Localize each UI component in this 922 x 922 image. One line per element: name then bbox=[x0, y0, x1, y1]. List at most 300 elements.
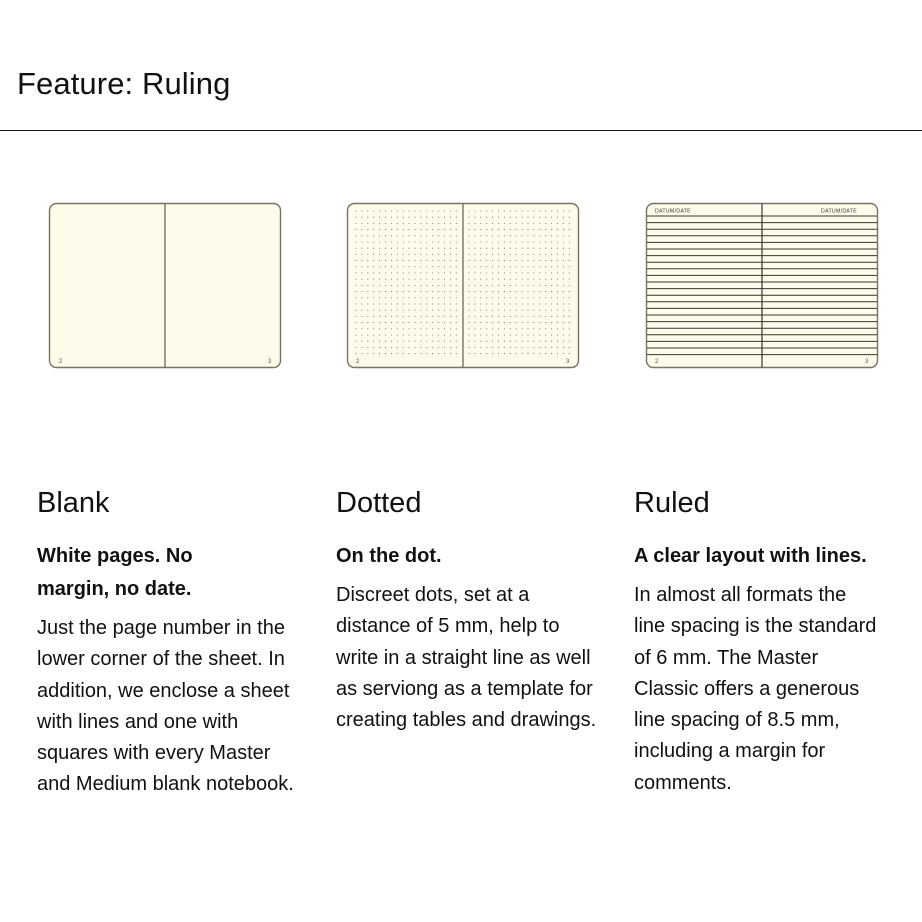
grid-dot bbox=[516, 341, 517, 342]
grid-dot bbox=[516, 322, 517, 323]
grid-dot bbox=[373, 285, 374, 286]
ruled-subtitle: A clear layout with lines. bbox=[634, 545, 867, 567]
grid-dot bbox=[456, 235, 457, 236]
grid-dot bbox=[504, 322, 505, 323]
grid-dot bbox=[444, 285, 445, 286]
grid-dot bbox=[414, 248, 415, 249]
grid-dot bbox=[557, 248, 558, 249]
grid-dot bbox=[486, 279, 487, 280]
grid-dot bbox=[563, 303, 564, 304]
grid-dot bbox=[480, 217, 481, 218]
grid-dot bbox=[373, 248, 374, 249]
grid-dot bbox=[438, 210, 439, 211]
grid-dot bbox=[373, 297, 374, 298]
grid-dot bbox=[486, 316, 487, 317]
grid-dot bbox=[545, 341, 546, 342]
grid-dot bbox=[409, 291, 410, 292]
grid-dot bbox=[379, 303, 380, 304]
grid-dot bbox=[397, 291, 398, 292]
grid-dot bbox=[403, 334, 404, 335]
grid-dot bbox=[379, 254, 380, 255]
grid-dot bbox=[545, 316, 546, 317]
grid-dot bbox=[551, 334, 552, 335]
grid-dot bbox=[391, 291, 392, 292]
grid-dot bbox=[492, 241, 493, 242]
grid-dot bbox=[355, 328, 356, 329]
grid-dot bbox=[533, 235, 534, 236]
grid-dot bbox=[551, 328, 552, 329]
grid-dot bbox=[456, 241, 457, 242]
grid-dot bbox=[426, 279, 427, 280]
grid-dot bbox=[414, 254, 415, 255]
grid-dot bbox=[527, 334, 528, 335]
grid-dot bbox=[367, 241, 368, 242]
grid-dot bbox=[432, 279, 433, 280]
grid-dot bbox=[474, 260, 475, 261]
grid-dot bbox=[522, 291, 523, 292]
grid-dot bbox=[504, 291, 505, 292]
grid-dot bbox=[391, 229, 392, 230]
grid-dot bbox=[474, 279, 475, 280]
grid-dot bbox=[504, 341, 505, 342]
grid-dot bbox=[569, 254, 570, 255]
grid-dot bbox=[391, 260, 392, 261]
grid-dot bbox=[414, 353, 415, 354]
grid-dot bbox=[432, 347, 433, 348]
grid-dot bbox=[569, 260, 570, 261]
grid-dot bbox=[539, 322, 540, 323]
grid-dot bbox=[426, 210, 427, 211]
grid-dot bbox=[563, 322, 564, 323]
grid-dot bbox=[456, 316, 457, 317]
grid-dot bbox=[527, 285, 528, 286]
grid-dot bbox=[498, 248, 499, 249]
grid-dot bbox=[486, 254, 487, 255]
grid-dot bbox=[516, 254, 517, 255]
grid-dot bbox=[367, 291, 368, 292]
grid-dot bbox=[420, 235, 421, 236]
grid-dot bbox=[486, 248, 487, 249]
grid-dot bbox=[527, 353, 528, 354]
grid-dot bbox=[403, 310, 404, 311]
grid-dot bbox=[551, 310, 552, 311]
grid-dot bbox=[468, 334, 469, 335]
grid-dot bbox=[420, 248, 421, 249]
grid-dot bbox=[545, 279, 546, 280]
grid-dot bbox=[492, 223, 493, 224]
grid-dot bbox=[527, 303, 528, 304]
grid-dot bbox=[361, 266, 362, 267]
grid-dot bbox=[438, 229, 439, 230]
grid-dot bbox=[474, 223, 475, 224]
grid-dot bbox=[414, 260, 415, 261]
grid-dot bbox=[480, 272, 481, 273]
grid-dot bbox=[456, 303, 457, 304]
grid-dot bbox=[426, 341, 427, 342]
grid-dot bbox=[409, 341, 410, 342]
grid-dot bbox=[432, 223, 433, 224]
grid-dot bbox=[420, 353, 421, 354]
grid-dot bbox=[498, 341, 499, 342]
grid-dot bbox=[361, 328, 362, 329]
grid-dot bbox=[486, 285, 487, 286]
grid-dot bbox=[468, 310, 469, 311]
grid-dot bbox=[403, 241, 404, 242]
grid-dot bbox=[480, 303, 481, 304]
grid-dot bbox=[367, 272, 368, 273]
grid-dot bbox=[516, 210, 517, 211]
grid-dot bbox=[486, 266, 487, 267]
grid-dot bbox=[450, 347, 451, 348]
grid-dot bbox=[468, 260, 469, 261]
grid-dot bbox=[551, 254, 552, 255]
grid-dot bbox=[480, 353, 481, 354]
grid-dot bbox=[355, 229, 356, 230]
grid-dot bbox=[557, 322, 558, 323]
grid-dot bbox=[474, 316, 475, 317]
grid-dot bbox=[527, 248, 528, 249]
grid-dot bbox=[391, 272, 392, 273]
grid-dot bbox=[426, 235, 427, 236]
grid-dot bbox=[468, 210, 469, 211]
grid-dot bbox=[468, 248, 469, 249]
grid-dot bbox=[510, 334, 511, 335]
grid-dot bbox=[504, 303, 505, 304]
grid-dot bbox=[474, 291, 475, 292]
grid-dot bbox=[367, 235, 368, 236]
grid-dot bbox=[468, 254, 469, 255]
grid-dot bbox=[468, 316, 469, 317]
grid-dot bbox=[468, 235, 469, 236]
grid-dot bbox=[498, 347, 499, 348]
grid-dot bbox=[456, 217, 457, 218]
grid-dot bbox=[498, 235, 499, 236]
grid-dot bbox=[510, 310, 511, 311]
grid-dot bbox=[444, 316, 445, 317]
grid-dot bbox=[438, 347, 439, 348]
grid-dot bbox=[516, 316, 517, 317]
grid-dot bbox=[420, 347, 421, 348]
grid-dot bbox=[545, 260, 546, 261]
grid-dot bbox=[373, 272, 374, 273]
grid-dot bbox=[432, 241, 433, 242]
grid-dot bbox=[504, 248, 505, 249]
grid-dot bbox=[563, 297, 564, 298]
grid-dot bbox=[533, 241, 534, 242]
grid-dot bbox=[397, 260, 398, 261]
grid-dot bbox=[373, 334, 374, 335]
grid-dot bbox=[510, 291, 511, 292]
blank-column bbox=[37, 485, 299, 801]
grid-dot bbox=[557, 353, 558, 354]
grid-dot bbox=[539, 347, 540, 348]
grid-dot bbox=[474, 322, 475, 323]
grid-dot bbox=[426, 260, 427, 261]
grid-dot bbox=[403, 291, 404, 292]
grid-dot bbox=[355, 217, 356, 218]
grid-dot bbox=[385, 272, 386, 273]
grid-dot bbox=[456, 272, 457, 273]
grid-dot bbox=[397, 217, 398, 218]
grid-dot bbox=[391, 347, 392, 348]
grid-dot bbox=[450, 248, 451, 249]
grid-dot bbox=[474, 285, 475, 286]
grid-dot bbox=[563, 316, 564, 317]
grid-dot bbox=[474, 303, 475, 304]
grid-dot bbox=[367, 223, 368, 224]
grid-dot bbox=[403, 266, 404, 267]
grid-dot bbox=[504, 310, 505, 311]
grid-dot bbox=[557, 260, 558, 261]
grid-dot bbox=[522, 303, 523, 304]
grid-dot bbox=[385, 248, 386, 249]
grid-dot bbox=[533, 341, 534, 342]
blank-notebook-illustration bbox=[48, 202, 282, 369]
grid-dot bbox=[409, 266, 410, 267]
grid-dot bbox=[426, 328, 427, 329]
grid-dot bbox=[480, 260, 481, 261]
grid-dot bbox=[569, 248, 570, 249]
grid-dot bbox=[510, 303, 511, 304]
grid-dot bbox=[373, 310, 374, 311]
grid-dot bbox=[498, 310, 499, 311]
grid-dot bbox=[444, 254, 445, 255]
grid-dot bbox=[432, 291, 433, 292]
grid-dot bbox=[444, 210, 445, 211]
grid-dot bbox=[367, 210, 368, 211]
grid-dot bbox=[391, 279, 392, 280]
grid-dot bbox=[426, 310, 427, 311]
grid-dot bbox=[510, 217, 511, 218]
grid-dot bbox=[409, 347, 410, 348]
grid-dot bbox=[373, 291, 374, 292]
grid-dot bbox=[510, 316, 511, 317]
grid-dot bbox=[426, 334, 427, 335]
grid-dot bbox=[414, 279, 415, 280]
grid-dot bbox=[379, 347, 380, 348]
grid-dot bbox=[492, 297, 493, 298]
grid-dot bbox=[504, 260, 505, 261]
grid-dot bbox=[456, 328, 457, 329]
grid-dot bbox=[361, 241, 362, 242]
grid-dot bbox=[397, 248, 398, 249]
grid-dot bbox=[486, 291, 487, 292]
grid-dot bbox=[355, 272, 356, 273]
grid-dot bbox=[420, 229, 421, 230]
grid-dot bbox=[557, 229, 558, 230]
grid-dot bbox=[557, 285, 558, 286]
grid-dot bbox=[414, 291, 415, 292]
grid-dot bbox=[444, 334, 445, 335]
grid-dot bbox=[569, 322, 570, 323]
grid-dot bbox=[527, 310, 528, 311]
grid-dot bbox=[516, 303, 517, 304]
grid-dot bbox=[522, 316, 523, 317]
grid-dot bbox=[545, 285, 546, 286]
grid-dot bbox=[545, 297, 546, 298]
grid-dot bbox=[397, 266, 398, 267]
grid-dot bbox=[391, 223, 392, 224]
grid-dot bbox=[444, 322, 445, 323]
grid-dot bbox=[551, 316, 552, 317]
grid-dot bbox=[569, 347, 570, 348]
grid-dot bbox=[414, 334, 415, 335]
grid-dot bbox=[527, 297, 528, 298]
grid-dot bbox=[361, 341, 362, 342]
grid-dot bbox=[468, 266, 469, 267]
grid-dot bbox=[420, 310, 421, 311]
grid-dot bbox=[385, 297, 386, 298]
grid-dot bbox=[474, 310, 475, 311]
grid-dot bbox=[545, 310, 546, 311]
grid-dot bbox=[557, 217, 558, 218]
grid-dot bbox=[569, 266, 570, 267]
grid-dot bbox=[385, 347, 386, 348]
grid-dot bbox=[420, 341, 421, 342]
grid-dot bbox=[539, 235, 540, 236]
grid-dot bbox=[403, 303, 404, 304]
grid-dot bbox=[409, 217, 410, 218]
grid-dot bbox=[444, 248, 445, 249]
grid-dot bbox=[361, 210, 362, 211]
grid-dot bbox=[522, 229, 523, 230]
grid-dot bbox=[486, 347, 487, 348]
grid-dot bbox=[444, 291, 445, 292]
grid-dot bbox=[522, 341, 523, 342]
grid-dot bbox=[385, 266, 386, 267]
grid-dot bbox=[420, 266, 421, 267]
grid-dot bbox=[533, 347, 534, 348]
grid-dot bbox=[545, 223, 546, 224]
grid-dot bbox=[403, 297, 404, 298]
grid-dot bbox=[569, 353, 570, 354]
grid-dot bbox=[498, 353, 499, 354]
grid-dot bbox=[397, 297, 398, 298]
grid-dot bbox=[533, 353, 534, 354]
grid-dot bbox=[438, 328, 439, 329]
grid-dot bbox=[373, 316, 374, 317]
grid-dot bbox=[444, 303, 445, 304]
grid-dot bbox=[438, 279, 439, 280]
grid-dot bbox=[551, 285, 552, 286]
grid-dot bbox=[551, 210, 552, 211]
blank-subtitle: White pages. No margin, no date. bbox=[37, 545, 193, 600]
grid-dot bbox=[468, 347, 469, 348]
grid-dot bbox=[480, 310, 481, 311]
grid-dot bbox=[557, 303, 558, 304]
grid-dot bbox=[432, 272, 433, 273]
grid-dot bbox=[527, 266, 528, 267]
grid-dot bbox=[450, 285, 451, 286]
grid-dot bbox=[414, 241, 415, 242]
grid-dot bbox=[563, 254, 564, 255]
grid-dot bbox=[397, 316, 398, 317]
dotted-description: Discreet dots, set at a distance of 5 mm, help to write in a straight line as well as serviong as a template for creating tables and drawings. bbox=[336, 584, 597, 732]
grid-dot bbox=[450, 297, 451, 298]
grid-dot bbox=[539, 210, 540, 211]
grid-dot bbox=[504, 254, 505, 255]
grid-dot bbox=[468, 279, 469, 280]
grid-dot bbox=[504, 223, 505, 224]
grid-dot bbox=[492, 260, 493, 261]
grid-dot bbox=[414, 223, 415, 224]
blank-page-number-right: 3 bbox=[268, 359, 272, 365]
grid-dot bbox=[492, 322, 493, 323]
grid-dot bbox=[563, 310, 564, 311]
grid-dot bbox=[367, 254, 368, 255]
grid-dot bbox=[438, 248, 439, 249]
grid-dot bbox=[379, 272, 380, 273]
grid-dot bbox=[379, 322, 380, 323]
grid-dot bbox=[391, 316, 392, 317]
grid-dot bbox=[397, 334, 398, 335]
grid-dot bbox=[533, 322, 534, 323]
grid-dot bbox=[498, 241, 499, 242]
grid-dot bbox=[385, 229, 386, 230]
grid-dot bbox=[468, 272, 469, 273]
grid-dot bbox=[385, 223, 386, 224]
grid-dot bbox=[409, 297, 410, 298]
grid-dot bbox=[498, 260, 499, 261]
grid-dot bbox=[498, 291, 499, 292]
grid-dot bbox=[539, 248, 540, 249]
grid-dot bbox=[498, 285, 499, 286]
grid-dot bbox=[468, 303, 469, 304]
grid-dot bbox=[409, 316, 410, 317]
grid-dot bbox=[361, 229, 362, 230]
grid-dot bbox=[492, 210, 493, 211]
grid-dot bbox=[373, 353, 374, 354]
grid-dot bbox=[367, 328, 368, 329]
grid-dot bbox=[373, 217, 374, 218]
grid-dot bbox=[361, 217, 362, 218]
grid-dot bbox=[533, 279, 534, 280]
grid-dot bbox=[527, 291, 528, 292]
grid-dot bbox=[510, 297, 511, 298]
grid-dot bbox=[397, 210, 398, 211]
grid-dot bbox=[355, 341, 356, 342]
grid-dot bbox=[379, 328, 380, 329]
grid-dot bbox=[533, 266, 534, 267]
grid-dot bbox=[432, 266, 433, 267]
grid-dot bbox=[444, 328, 445, 329]
grid-dot bbox=[480, 279, 481, 280]
grid-dot bbox=[492, 353, 493, 354]
grid-dot bbox=[569, 279, 570, 280]
grid-dot bbox=[527, 279, 528, 280]
grid-dot bbox=[385, 353, 386, 354]
grid-dot bbox=[373, 303, 374, 304]
grid-dot bbox=[409, 223, 410, 224]
ruled-notebook-illustration bbox=[645, 202, 879, 369]
grid-dot bbox=[486, 353, 487, 354]
grid-dot bbox=[450, 316, 451, 317]
grid-dot bbox=[403, 254, 404, 255]
grid-dot bbox=[432, 328, 433, 329]
ruled-page-number-left: 2 bbox=[655, 359, 659, 365]
grid-dot bbox=[414, 235, 415, 236]
grid-dot bbox=[480, 285, 481, 286]
grid-dot bbox=[516, 334, 517, 335]
grid-dot bbox=[373, 210, 374, 211]
grid-dot bbox=[409, 260, 410, 261]
grid-dot bbox=[563, 229, 564, 230]
grid-dot bbox=[551, 291, 552, 292]
grid-dot bbox=[373, 347, 374, 348]
grid-dot bbox=[516, 291, 517, 292]
grid-dot bbox=[545, 303, 546, 304]
grid-dot bbox=[557, 223, 558, 224]
